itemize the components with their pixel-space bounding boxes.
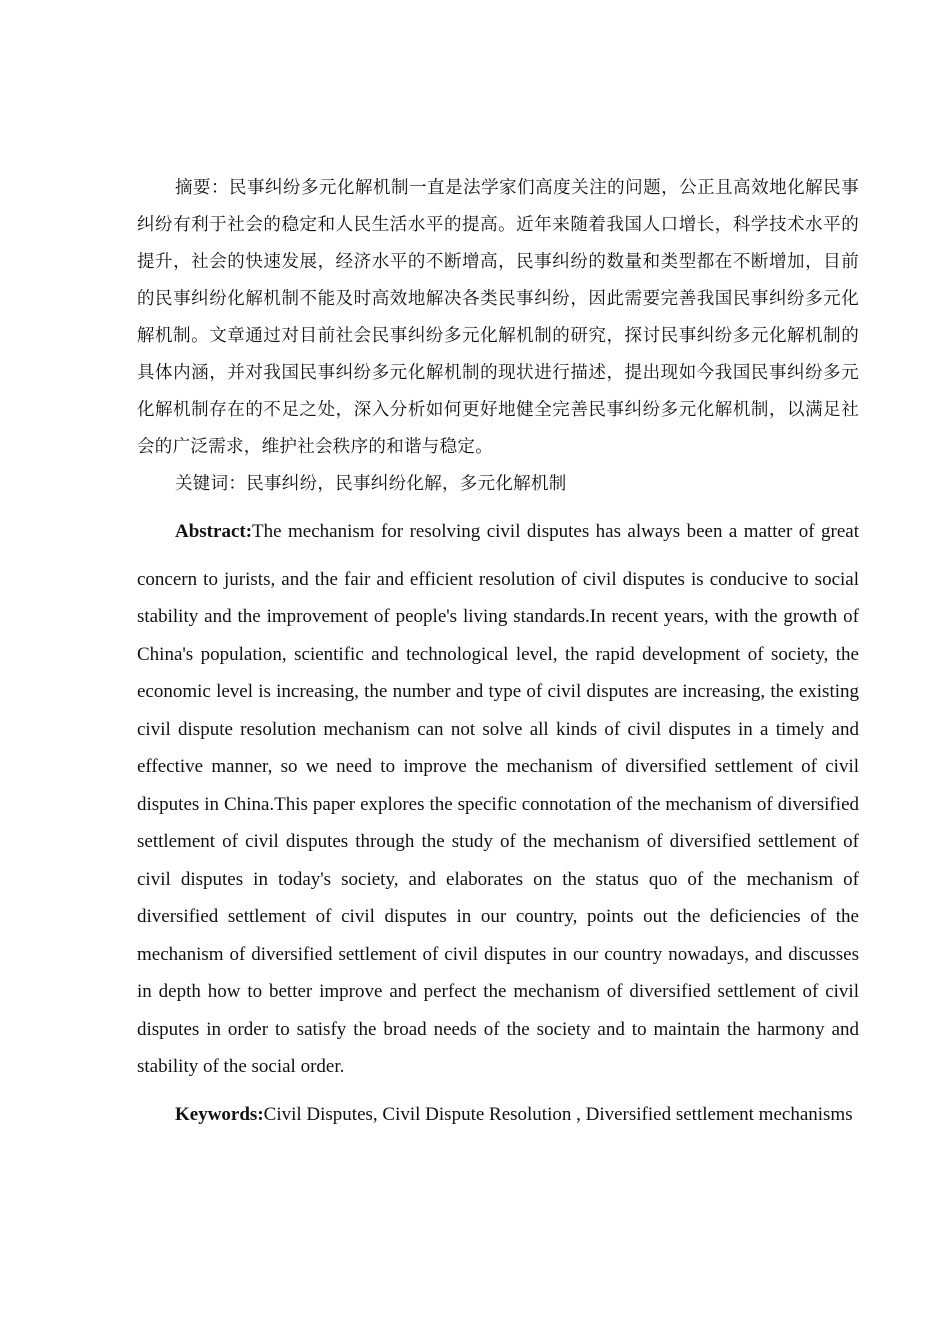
chinese-keywords-label: 关键词： xyxy=(175,474,247,494)
paper-page xyxy=(137,170,859,1133)
english-abstract xyxy=(137,513,859,1086)
chinese-abstract-label: 摘要： xyxy=(175,178,230,198)
chinese-abstract xyxy=(137,170,859,466)
english-keywords-label: Keywords: xyxy=(175,1103,264,1125)
english-keywords xyxy=(137,1096,859,1134)
chinese-keywords xyxy=(137,466,859,503)
english-abstract-first-text: The mechanism for resolving civil disputes has always been a matter of great xyxy=(252,521,859,542)
english-abstract-text: concern to jurists, and the fair and efficient resolution of civil disputes is conducive to social stability and the improvement of people's living standards.In recent years, with the growth of China's population, scientific and technological level, the rapid development of society, the economic level is increasing, the number and type of civil disputes are increasing, the existing civil dispute resolution mechanism can not solve all kinds of civil disputes in a timely and effective manner, so we need to improve the mechanism of diversified settlement of civil disputes in China.This paper explores the specific connotation of the mechanism of diversified settlement of civil disputes through the study of the mechanism of diversified settlement of civil disputes in today's society, and elaborates on the status quo of the mechanism of diversified settlement of civil disputes in our country, points out the deficiencies of the mechanism of diversified settlement of civil disputes in our country nowadays, and discusses in depth how to better improve and perfect the mechanism of diversified settlement of civil disputes in order to satisfy the broad needs of the society and to maintain the harmony and stability of the social order. xyxy=(137,568,859,1077)
english-abstract-label: Abstract: xyxy=(175,521,253,542)
chinese-keywords-text: 民事纠纷，民事纠纷化解，多元化解机制 xyxy=(246,474,567,494)
chinese-abstract-text: 民事纠纷多元化解机制一直是法学家们高度关注的问题，公正且高效地化解民事纠纷有利于社会的稳定和人民生活水平的提高。近年来随着我国人口增长，科学技术水平的提升，社会的快速发展，经济水平的不断增高，民事纠纷的数量和类型都在不断增加，目前的民事纠纷化解机制不能及时高效地解决各类民事纠纷，因此需要完善我国民事纠纷多元化解机制。文章通过对目前社会民事纠纷多元化解机制的研究，探讨民事纠纷多元化解机制的具体内涵，并对我国民事纠纷多元化解机制的现状进行描述，提出现如今我国民事纠纷多元化解机制存在的不足之处，深入分析如何更好地健全完善民事纠纷多元化解机制，以满足社会的广泛需求，维护社会秩序的和谐与稳定。 xyxy=(137,178,859,457)
english-abstract-first-line xyxy=(137,513,859,551)
english-keywords-text: Civil Disputes, Civil Dispute Resolution , Diversified settlement mechanisms xyxy=(263,1103,853,1125)
